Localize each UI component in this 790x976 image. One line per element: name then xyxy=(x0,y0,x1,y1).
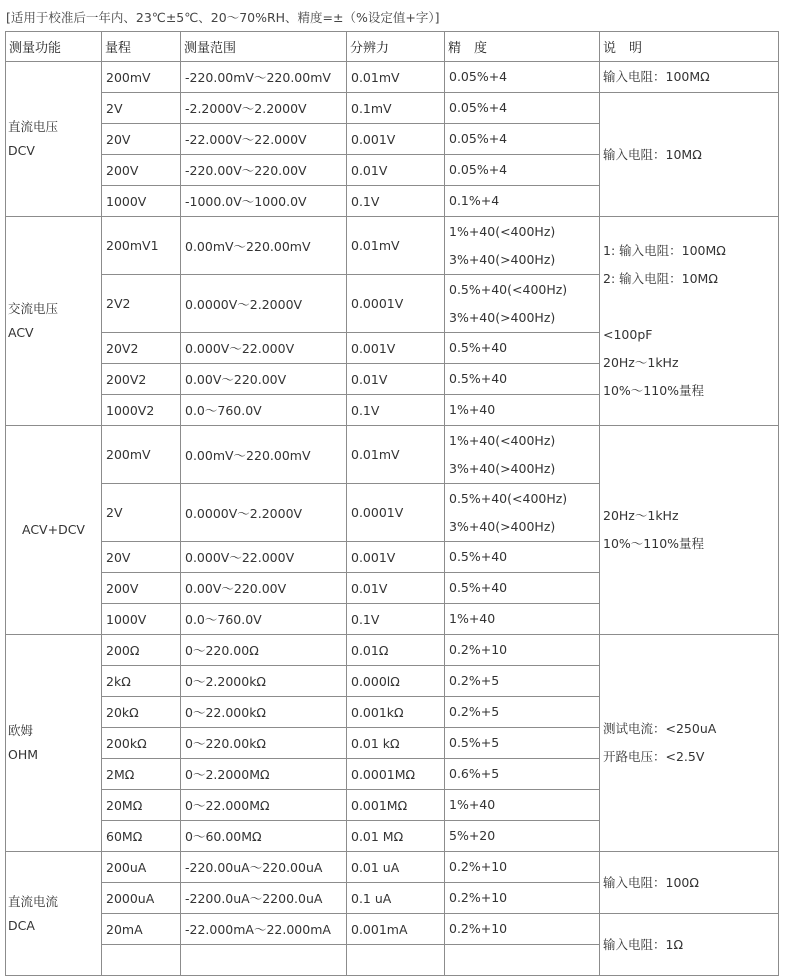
notes-cell xyxy=(600,62,779,93)
text-line: 20Hz～1kHz xyxy=(603,508,679,523)
function-cell xyxy=(6,426,102,635)
measure-range-cell: 0.0000V～2.2000V xyxy=(181,275,347,333)
range-cell: 20V2 xyxy=(102,333,181,364)
text-line: 1%+40 xyxy=(449,797,496,812)
text-line: 0.2%+10 xyxy=(449,890,508,905)
text-line: 直流电压 xyxy=(8,119,59,134)
text-line: 2: 输入电阻：10MΩ xyxy=(603,271,718,286)
range-cell: 1000V2 xyxy=(102,395,181,426)
range-cell: 200kΩ xyxy=(102,728,181,759)
header-function: 测量功能 xyxy=(6,32,102,62)
range-cell: 1000V xyxy=(102,604,181,635)
measure-range-cell: -220.00V～220.00V xyxy=(181,155,347,186)
range-cell: 20mA xyxy=(102,914,181,945)
text-line: 0.5%+40(<400Hz) xyxy=(449,490,568,506)
measure-range-cell: 0.000V～22.000V xyxy=(181,333,347,364)
text-line: 欧姆 xyxy=(8,723,34,738)
range-cell: 20kΩ xyxy=(102,697,181,728)
accuracy-cell xyxy=(445,914,600,945)
accuracy-cell xyxy=(445,697,600,728)
text-line: 0.05%+4 xyxy=(449,162,508,177)
range-cell: 200Ω xyxy=(102,635,181,666)
resolution-cell: 0.001V xyxy=(347,542,445,573)
function-cell xyxy=(6,217,102,426)
text-line: 0.2%+5 xyxy=(449,673,500,688)
text-line xyxy=(449,946,599,974)
text-line: 5%+20 xyxy=(449,828,496,843)
text-line: 0.6%+5 xyxy=(449,766,500,781)
notes-cell xyxy=(600,635,779,852)
text-line: 1%+40 xyxy=(449,611,496,626)
measure-range-cell: 0.00V～220.00V xyxy=(181,573,347,604)
measure-range-cell: 0～22.000kΩ xyxy=(181,697,347,728)
text-line: 1: 输入电阻：100MΩ xyxy=(603,243,726,258)
text-line: 输入电阻：10MΩ xyxy=(603,146,702,162)
resolution-cell: 0.1V xyxy=(347,395,445,426)
resolution-cell: 0.0001V xyxy=(347,484,445,542)
accuracy-cell xyxy=(445,217,600,275)
resolution-cell: 0.001MΩ xyxy=(347,790,445,821)
resolution-cell: 0.001V xyxy=(347,333,445,364)
measure-range-cell: 0～60.00MΩ xyxy=(181,821,347,852)
resolution-cell: 0.01V xyxy=(347,573,445,604)
accuracy-cell xyxy=(445,484,600,542)
resolution-cell: 0.01mV xyxy=(347,62,445,93)
notes-cell xyxy=(600,914,779,976)
accuracy-cell xyxy=(445,821,600,852)
text-line: 0.1%+4 xyxy=(449,193,500,208)
measure-range-cell: 0.00V～220.00V xyxy=(181,364,347,395)
text-line: 0.5%+40 xyxy=(449,371,508,386)
accuracy-cell xyxy=(445,275,600,333)
range-cell: 2000uA xyxy=(102,883,181,914)
notes-cell xyxy=(600,852,779,914)
range-cell: 1000V xyxy=(102,186,181,217)
text-line: DCA xyxy=(8,917,35,933)
notes-cell xyxy=(600,217,779,426)
function-cell xyxy=(6,62,102,217)
table-row xyxy=(6,217,779,275)
text-line: ACV+DCV xyxy=(22,522,85,537)
accuracy-cell xyxy=(445,790,600,821)
calibration-note: [适用于校准后一年内、23℃±5℃、20～70%RH、精度=±（%设定值+字）] xyxy=(6,10,440,25)
notes-cell xyxy=(600,93,779,217)
resolution-cell: 0.01 uA xyxy=(347,852,445,883)
table-row xyxy=(6,852,779,883)
accuracy-cell xyxy=(445,426,600,484)
range-cell: 200V2 xyxy=(102,364,181,395)
resolution-cell: 0.01mV xyxy=(347,426,445,484)
text-line: 0.05%+4 xyxy=(449,69,508,84)
range-cell: 20MΩ xyxy=(102,790,181,821)
text-line: 10%～110%量程 xyxy=(603,536,705,551)
measure-range-cell: 0～220.00Ω xyxy=(181,635,347,666)
accuracy-cell xyxy=(445,124,600,155)
accuracy-cell xyxy=(445,728,600,759)
resolution-cell: 0.001mA xyxy=(347,914,445,945)
text-line: 输入电阻：100Ω xyxy=(603,874,699,890)
function-cell xyxy=(6,852,102,976)
table-body xyxy=(6,62,779,976)
table-row xyxy=(6,62,779,93)
accuracy-cell xyxy=(445,333,600,364)
range-cell: 2V2 xyxy=(102,275,181,333)
text-line: OHM xyxy=(8,747,39,762)
header-accuracy: 精 度 xyxy=(445,32,600,62)
text-line xyxy=(603,293,778,321)
accuracy-cell xyxy=(445,883,600,914)
measure-range-cell: 0～2.2000kΩ xyxy=(181,666,347,697)
text-line: 0.05%+4 xyxy=(449,100,508,115)
resolution-cell: 0.01mV xyxy=(347,217,445,275)
measure-range-cell: -2200.0uA～2200.0uA xyxy=(181,883,347,914)
text-line: 0.5%+40 xyxy=(449,580,508,595)
spec-table xyxy=(5,31,779,976)
text-line: 20Hz～1kHz xyxy=(603,355,679,370)
text-line: 1%+40(<400Hz) xyxy=(449,432,556,448)
range-cell: 200mV xyxy=(102,62,181,93)
measure-range-cell: -22.000V～22.000V xyxy=(181,124,347,155)
accuracy-cell xyxy=(445,852,600,883)
range-cell: 20V xyxy=(102,124,181,155)
accuracy-cell xyxy=(445,635,600,666)
measure-range-cell: 0.0～760.0V xyxy=(181,604,347,635)
text-line: 0.5%+5 xyxy=(449,735,500,750)
measure-range-cell: 0.0～760.0V xyxy=(181,395,347,426)
table-row xyxy=(6,93,779,124)
text-line: DCV xyxy=(8,143,35,158)
measure-range-cell: -22.000mA～22.000mA xyxy=(181,914,347,945)
accuracy-cell xyxy=(445,62,600,93)
accuracy-cell xyxy=(445,759,600,790)
text-line: 3%+40(>400Hz) xyxy=(449,251,556,267)
range-cell: 2MΩ xyxy=(102,759,181,790)
measure-range-cell: 0～2.2000MΩ xyxy=(181,759,347,790)
range-cell: 200mV1 xyxy=(102,217,181,275)
text-line: 3%+40(>400Hz) xyxy=(449,518,556,534)
range-cell: 60MΩ xyxy=(102,821,181,852)
text-line: 开路电压：<2.5V xyxy=(603,749,705,764)
notes-cell xyxy=(600,426,779,635)
header-measure-range: 测量范围 xyxy=(181,32,347,62)
text-line: <100pF xyxy=(603,327,653,342)
range-cell: 200mV xyxy=(102,426,181,484)
accuracy-cell xyxy=(445,573,600,604)
measure-range-cell: -220.00uA～220.00uA xyxy=(181,852,347,883)
text-line: 0.2%+10 xyxy=(449,642,508,657)
range-cell: 200uA xyxy=(102,852,181,883)
measure-range-cell: 0～22.000MΩ xyxy=(181,790,347,821)
resolution-cell: 0.000lΩ xyxy=(347,666,445,697)
table-header-row xyxy=(6,32,779,62)
accuracy-cell xyxy=(445,364,600,395)
resolution-cell: 0.001V xyxy=(347,124,445,155)
text-line: 3%+40(>400Hz) xyxy=(449,309,556,325)
text-line: 输入电阻：100MΩ xyxy=(603,69,710,84)
resolution-cell: 0.01 MΩ xyxy=(347,821,445,852)
resolution-cell: 0.001kΩ xyxy=(347,697,445,728)
table-row xyxy=(6,635,779,666)
accuracy-cell xyxy=(445,93,600,124)
measure-range-cell xyxy=(181,945,347,976)
range-cell: 2V xyxy=(102,93,181,124)
measure-range-cell: 0.0000V～2.2000V xyxy=(181,484,347,542)
text-line: 0.2%+10 xyxy=(449,921,508,936)
text-line: 直流电流 xyxy=(8,893,59,909)
resolution-cell: 0.0001MΩ xyxy=(347,759,445,790)
range-cell: 200V xyxy=(102,573,181,604)
accuracy-cell xyxy=(445,604,600,635)
text-line: 10%～110%量程 xyxy=(603,383,705,398)
text-line: 0.2%+10 xyxy=(449,859,508,874)
resolution-cell: 0.1 uA xyxy=(347,883,445,914)
function-cell xyxy=(6,635,102,852)
measure-range-cell: 0～220.00kΩ xyxy=(181,728,347,759)
resolution-cell: 0.01V xyxy=(347,364,445,395)
accuracy-cell xyxy=(445,395,600,426)
text-line: 输入电阻：1Ω xyxy=(603,936,684,952)
header-notes: 说 明 xyxy=(600,32,779,62)
text-line: 交流电压 xyxy=(8,301,59,316)
text-line: 1%+40 xyxy=(449,402,496,417)
range-cell xyxy=(102,945,181,976)
text-line: 0.5%+40 xyxy=(449,549,508,564)
resolution-cell: 0.1mV xyxy=(347,93,445,124)
measure-range-cell: -2.2000V～2.2000V xyxy=(181,93,347,124)
measure-range-cell: 0.00mV～220.00mV xyxy=(181,217,347,275)
measure-range-cell: 0.000V～22.000V xyxy=(181,542,347,573)
text-line: ACV xyxy=(8,325,34,340)
measure-range-cell: 0.00mV～220.00mV xyxy=(181,426,347,484)
resolution-cell: 0.01 kΩ xyxy=(347,728,445,759)
text-line: 0.2%+5 xyxy=(449,704,500,719)
resolution-cell: 0.1V xyxy=(347,186,445,217)
header-range: 量程 xyxy=(102,32,181,62)
accuracy-cell xyxy=(445,542,600,573)
text-line: 0.5%+40 xyxy=(449,340,508,355)
resolution-cell xyxy=(347,945,445,976)
range-cell: 20V xyxy=(102,542,181,573)
range-cell: 2kΩ xyxy=(102,666,181,697)
resolution-cell: 0.01V xyxy=(347,155,445,186)
accuracy-cell xyxy=(445,666,600,697)
range-cell: 200V xyxy=(102,155,181,186)
text-line: 1%+40(<400Hz) xyxy=(449,223,556,239)
text-line: 0.5%+40(<400Hz) xyxy=(449,281,568,297)
table-row xyxy=(6,914,779,945)
text-line: 测试电流：<250uA xyxy=(603,721,717,736)
text-line: 0.05%+4 xyxy=(449,131,508,146)
measure-range-cell: -1000.0V～1000.0V xyxy=(181,186,347,217)
accuracy-cell xyxy=(445,945,600,976)
accuracy-cell xyxy=(445,186,600,217)
table-row xyxy=(6,426,779,484)
resolution-cell: 0.01Ω xyxy=(347,635,445,666)
text-line: 3%+40(>400Hz) xyxy=(449,460,556,476)
resolution-cell: 0.1V xyxy=(347,604,445,635)
resolution-cell: 0.0001V xyxy=(347,275,445,333)
range-cell: 2V xyxy=(102,484,181,542)
header-resolution: 分辨力 xyxy=(347,32,445,62)
accuracy-cell xyxy=(445,155,600,186)
measure-range-cell: -220.00mV～220.00mV xyxy=(181,62,347,93)
